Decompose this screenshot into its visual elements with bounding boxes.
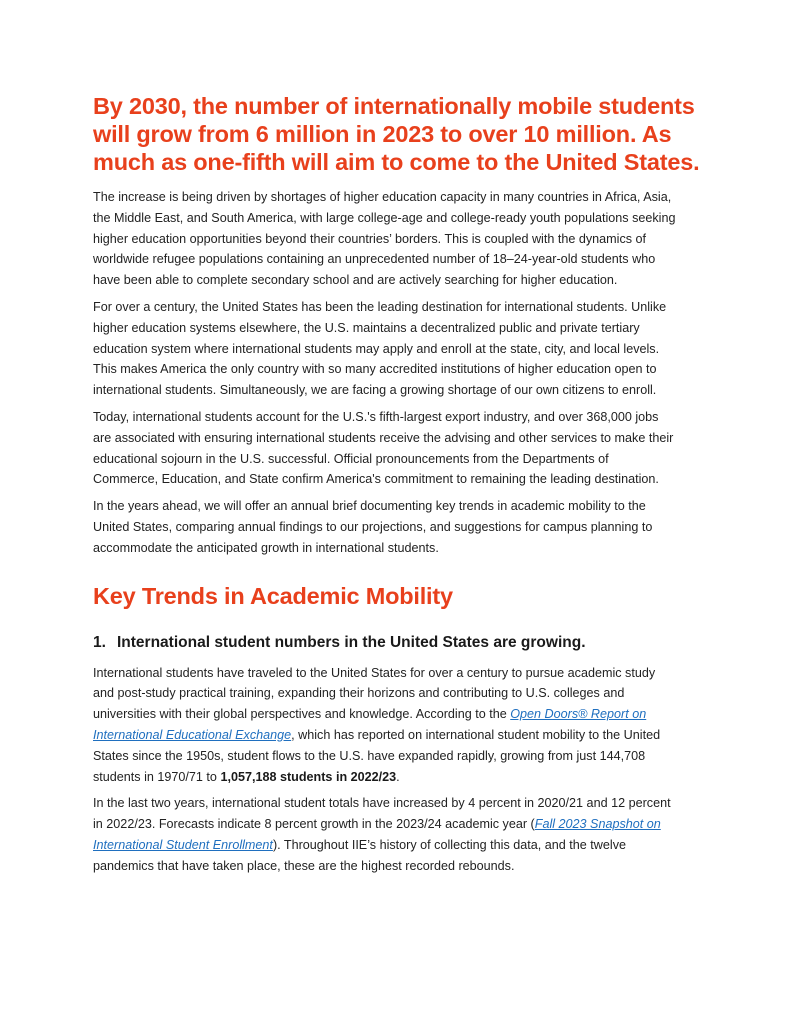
text-line: educational sojourn in the U.S. successful. Official pronouncements from the Departments of bbox=[93, 451, 609, 466]
headline bbox=[93, 92, 705, 176]
open-doors-report-link-continued[interactable]: International Educational Exchange bbox=[93, 727, 292, 742]
trend-number: 1. bbox=[93, 633, 106, 651]
text-segment: students in 1970/71 to bbox=[93, 769, 221, 784]
text-line: States since the 1950s, student flows to the U.S. have expanded rapidly, growing from just 144,708 bbox=[93, 748, 646, 763]
text-line bbox=[93, 835, 705, 856]
open-doors-report-link[interactable]: Open Doors® Report on bbox=[510, 707, 647, 722]
text-line: are associated with ensuring international students receive the advising and other services to make their bbox=[93, 430, 674, 445]
text-line: For over a century, the United States has been the leading destination for international students. Unlike bbox=[93, 299, 667, 314]
document-page bbox=[93, 92, 705, 877]
text-line: the Middle East, and South America, with large college-age and college-ready youth populations seeking bbox=[93, 210, 676, 225]
trend-1-paragraph-2 bbox=[93, 793, 705, 876]
text-segment: ). Throughout IIE’s history of collecting this data, and the twelve bbox=[272, 837, 626, 852]
text-line: The increase is being driven by shortages of higher education capacity in many countries in Africa, Asia, bbox=[93, 190, 672, 204]
trend-1-paragraph-1 bbox=[93, 663, 705, 788]
text-segment: , which has reported on international student mobility to the United bbox=[291, 727, 661, 742]
text-line: United States, comparing annual findings to our projections, and suggestions for campus planning to bbox=[93, 519, 653, 534]
fall-snapshot-link[interactable]: Fall 2023 Snapshot on bbox=[534, 817, 661, 832]
text-line: In the years ahead, we will offer an annual brief documenting key trends in academic mobility to the bbox=[93, 499, 646, 514]
text-line: pandemics that have taken place, these are the highest recorded rebounds. bbox=[93, 858, 515, 873]
intro-paragraph-2 bbox=[93, 297, 705, 401]
section-title: Key Trends in Academic Mobility bbox=[93, 582, 453, 609]
text-line: In the last two years, international student totals have increased by 4 percent in 2020/21 and 12 percent bbox=[93, 796, 671, 811]
text-line: worldwide refugee populations containing an unprecedented number of 18–24-year-old students who bbox=[93, 252, 656, 267]
text-segment: . bbox=[396, 769, 400, 784]
text-line: higher education systems elsewhere, the U.S. maintains a decentralized public and private tertiary bbox=[93, 320, 640, 335]
headline-line: much as one-fifth will aim to come to the United States. bbox=[93, 149, 700, 175]
text-line: accommodate the anticipated growth in international students. bbox=[93, 540, 439, 555]
trend-title-text: International student numbers in the United States are growing. bbox=[117, 633, 586, 651]
text-line: International students have traveled to the United States for over a century to pursue academic study bbox=[93, 665, 656, 680]
text-line: and post-study practical training, expanding their horizons and contributing to U.S. colleges and bbox=[93, 686, 625, 701]
headline-line: will grow from 6 million in 2023 to over 10 million. As bbox=[93, 121, 672, 147]
headline-line: By 2030, the number of internationally mobile students bbox=[93, 93, 695, 119]
text-line: higher education opportunities beyond their countries’ borders. This is coupled with the dynamics of bbox=[93, 231, 647, 246]
text-line bbox=[93, 704, 705, 725]
text-line bbox=[93, 725, 705, 746]
text-line: have been able to complete secondary school and are actively searching for higher education. bbox=[93, 273, 618, 288]
fall-snapshot-link-continued[interactable]: International Student Enrollment bbox=[93, 837, 273, 852]
text-line bbox=[93, 767, 705, 788]
enrollment-total: 1,057,188 students in 2022/23 bbox=[220, 769, 397, 784]
text-segment: universities with their global perspectives and knowledge. According to the bbox=[93, 707, 511, 722]
trend-1-title bbox=[93, 632, 705, 654]
text-line: international students. Simultaneously, we are facing a growing shortage of our own citizens to enroll. bbox=[93, 383, 657, 398]
text-line: education system where international students may apply and enroll at the state, city, and local levels. bbox=[93, 341, 660, 356]
intro-paragraph-3 bbox=[93, 407, 705, 490]
intro-paragraph-1 bbox=[93, 187, 705, 291]
text-segment: in 2022/23. Forecasts indicate 8 percent growth in the 2023/24 academic year ( bbox=[93, 817, 535, 832]
text-line: Today, international students account for the U.S.'s fifth-largest export industry, and over 368,000 jobs bbox=[93, 409, 659, 424]
intro-paragraph-4 bbox=[93, 496, 705, 558]
text-line: Commerce, Education, and State confirm America's commitment to remaining the leading destination. bbox=[93, 472, 659, 487]
text-line: This makes America the only country with so many accredited institutions of higher education open to bbox=[93, 362, 657, 377]
text-line bbox=[93, 814, 705, 835]
